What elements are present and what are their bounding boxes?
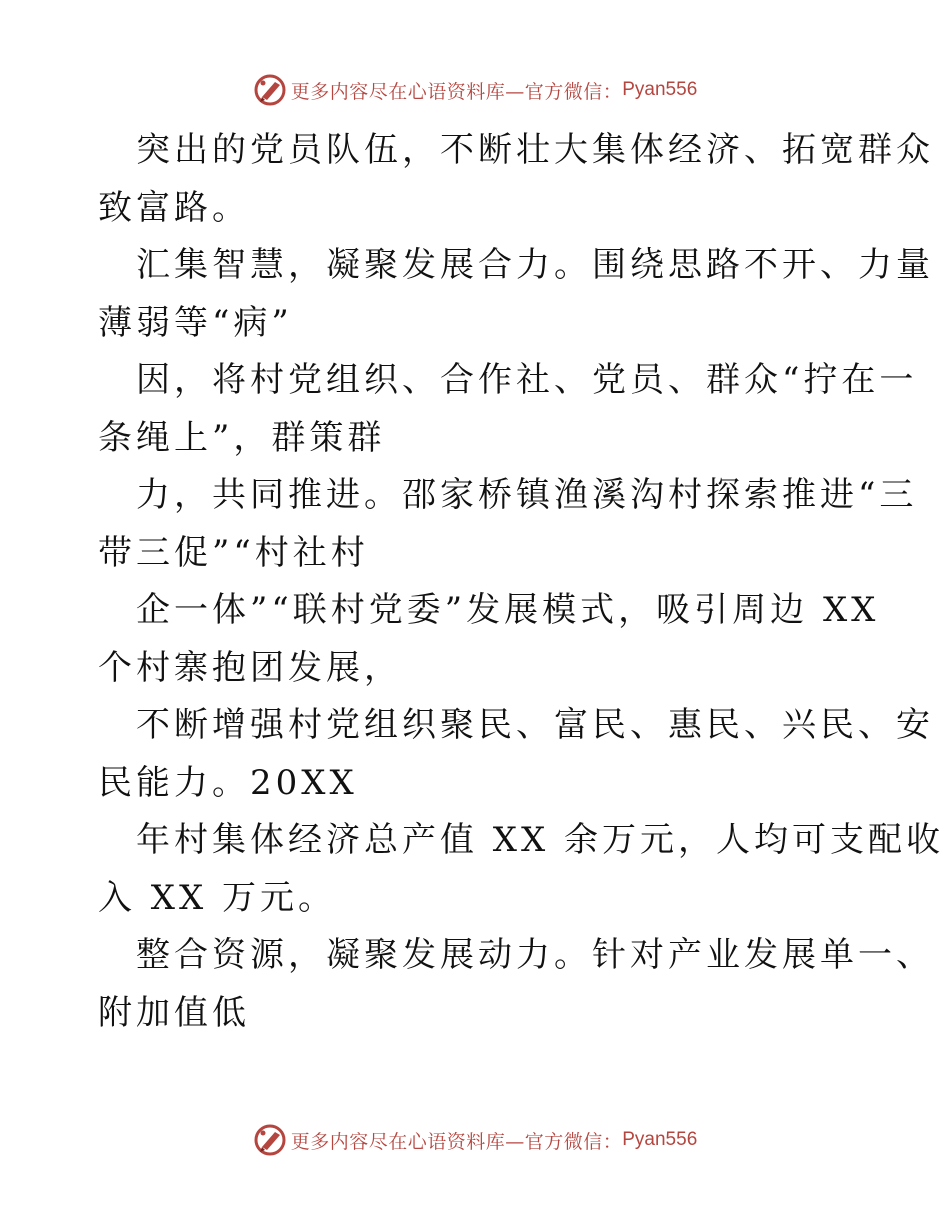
footer-watermark <box>0 1120 950 1160</box>
text-line: 致富路。 <box>98 187 250 228</box>
text-line: 带三促”“村社村 <box>98 532 369 573</box>
pen-logo-icon <box>253 73 287 107</box>
header-watermark <box>0 70 950 110</box>
header-wechat-id: Pyan556 <box>622 79 698 100</box>
text-line: 因，将村党组织、合作社、党员、群众“拧在一 <box>136 360 918 400</box>
text-line: 突出的党员队伍，不断壮大集体经济、拓宽群众 <box>136 130 934 170</box>
header-text: 更多内容尽在心语资料库—官方微信： <box>290 80 623 103</box>
text-line: 薄弱等“病” <box>98 302 293 343</box>
text-line: 个村寨抱团发展， <box>98 647 402 688</box>
text-line: 企一体”“联村党委”发展模式，吸引周边 XX <box>136 590 880 630</box>
text-line: 附加值低 <box>98 992 250 1033</box>
text-line: 不断增强村党组织聚民、富民、惠民、兴民、安 <box>136 705 934 745</box>
pen-logo-icon <box>253 1123 287 1157</box>
text-line: 年村集体经济总产值 XX 余万元，人均可支配收 <box>136 820 945 860</box>
text-line: 力，共同推进。邵家桥镇渔溪沟村探索推进“三 <box>136 475 918 515</box>
text-line: 整合资源，凝聚发展动力。针对产业发展单一、 <box>136 935 934 975</box>
text-line: 条绳上”，群策群 <box>98 417 386 458</box>
text-line: 入 XX 万元。 <box>98 877 337 918</box>
footer-wechat-id: Pyan556 <box>622 1129 698 1150</box>
text-line: 汇集智慧，凝聚发展合力。围绕思路不开、力量 <box>136 245 934 285</box>
document-body <box>98 122 945 1042</box>
text-line: 民能力。20XX <box>98 762 358 803</box>
footer-text: 更多内容尽在心语资料库—官方微信： <box>290 1130 623 1153</box>
